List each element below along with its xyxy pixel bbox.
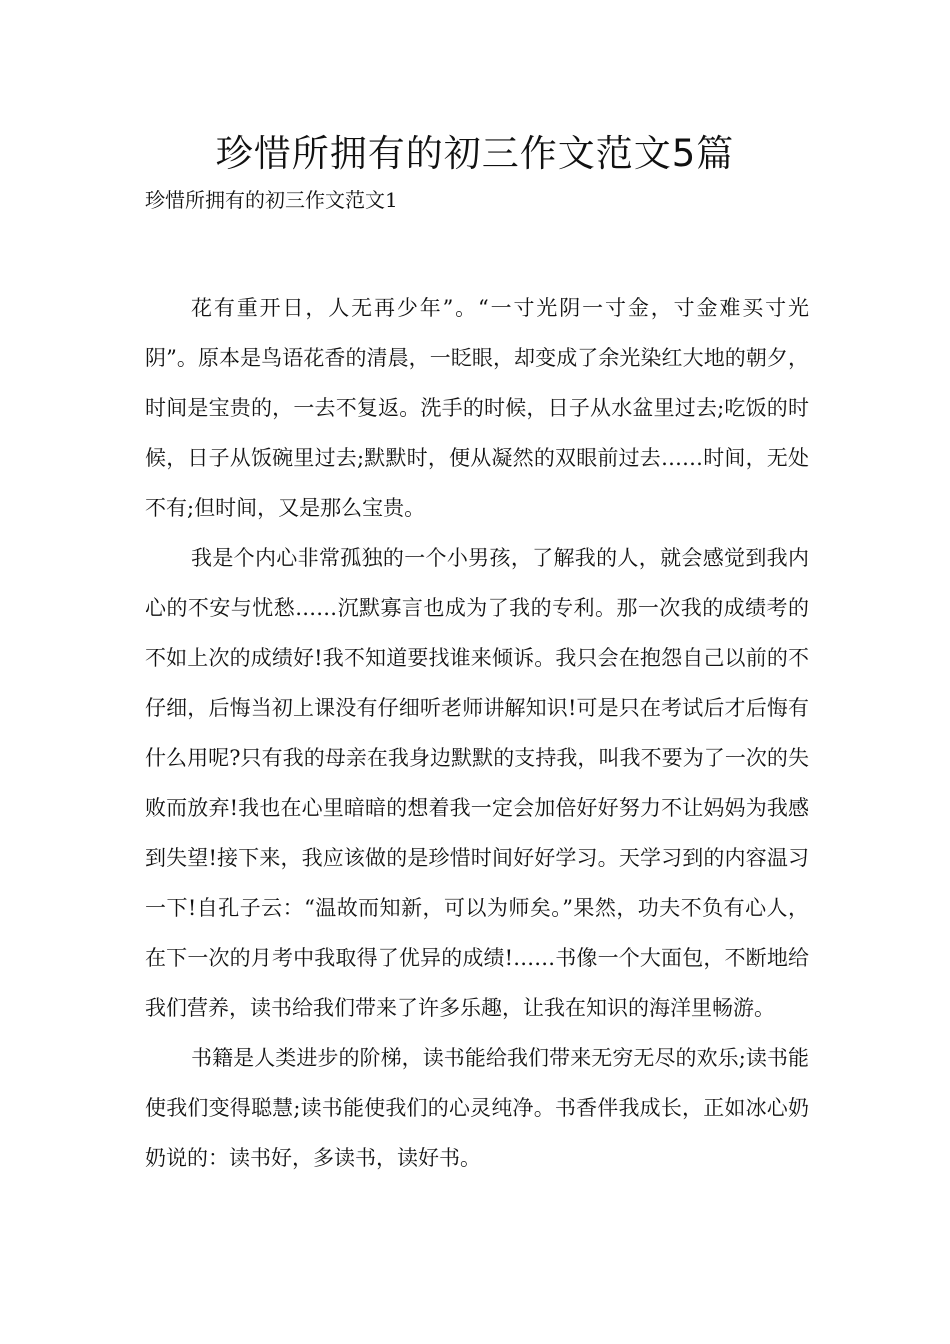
section-heading: 珍惜所拥有的初三作文范文1 xyxy=(145,188,398,212)
paragraph-2: 我是个内心非常孤独的一个小男孩，了解我的人，就会感觉到我内心的不安与忧愁……沉默寡言也成为了我的专利。那一次我的成绩考的不如上次的成绩好!我不知道要找谁来倾诉。我只会在抱怨自己以前的不仔细，后悔当初上课没有仔细听老师讲解知识!可是只在考试后才后悔有什么用呢?只有我的母亲在我身边默默的支持我，叫我不要为了一次的失败而放弃!我也在心里暗暗的想着我一定会加倍好好努力不让妈妈为我感到失望!接下来，我应该做的是珍惜时间好好学习。天学习到的内容温习一下!自孔子云：“温故而知新，可以为师矣。”果然，功夫不负有心人，在下一次的月考中我取得了优异的成绩!……书像一个大面包，不断地给我们营养，读书给我们带来了许多乐趣，让我在知识的海洋里畅游。 xyxy=(145,546,809,1020)
document-title: 珍惜所拥有的初三作文范文5篇 xyxy=(215,132,735,175)
paragraph-1: 花有重开日，人无再少年”。“一寸光阴一寸金，寸金难买寸光阴”。原本是鸟语花香的清晨，一眨眼，却变成了余光染红大地的朝夕，时间是宝贵的，一去不复返。洗手的时候，日子从水盆里过去;吃饭的时候，日子从饭碗里过去;默默时，便从凝然的双眼前过去……时间，无处不有;但时间，又是那么宝贵。 xyxy=(145,296,809,520)
paragraph-3: 书籍是人类进步的阶梯，读书能给我们带来无穷无尽的欢乐;读书能使我们变得聪慧;读书能使我们的心灵纯净。书香伴我成长，正如冰心奶奶说的：读书好，多读书，读好书。 xyxy=(145,1046,809,1170)
document-body xyxy=(145,283,809,1183)
